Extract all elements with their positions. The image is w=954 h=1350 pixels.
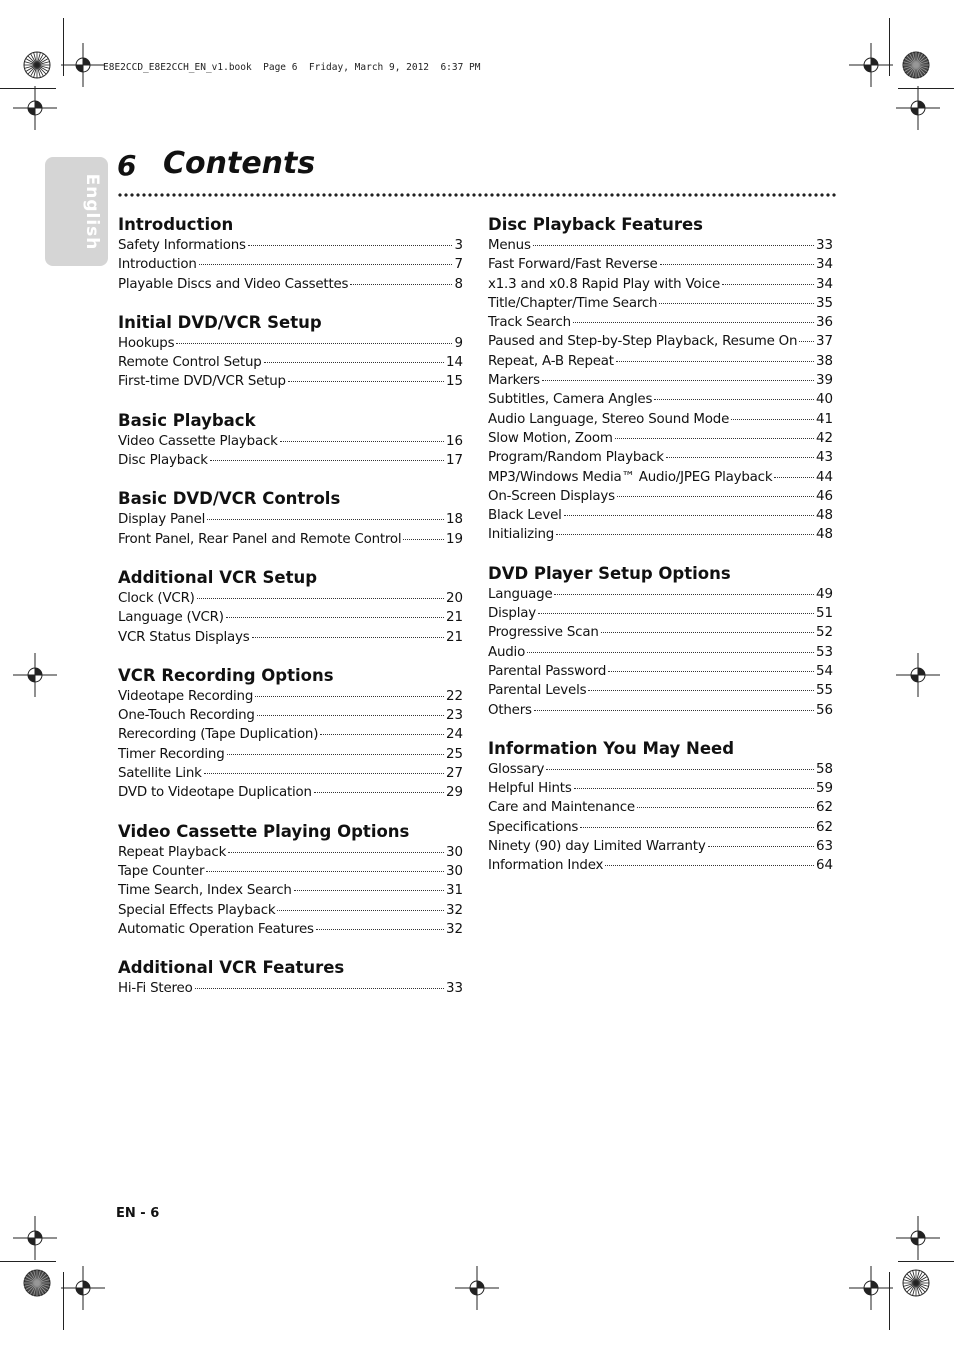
section-title: Additional VCR Features bbox=[118, 958, 345, 978]
entry-page-number: 30 bbox=[445, 844, 463, 860]
entry-leader-dots bbox=[580, 827, 814, 828]
crop-line bbox=[0, 88, 56, 89]
entry-label: Parental Levels bbox=[488, 683, 587, 699]
entry-leader-dots bbox=[210, 460, 444, 461]
toc-entry[interactable] bbox=[488, 487, 833, 506]
entry-label: Remote Control Setup bbox=[118, 355, 262, 371]
entry-page-number: 32 bbox=[445, 921, 463, 937]
entry-page-number: 32 bbox=[445, 902, 463, 918]
entry-page-number: 9 bbox=[454, 335, 463, 351]
crop-line bbox=[889, 18, 890, 76]
entry-leader-dots bbox=[264, 362, 444, 363]
entry-label: Audio bbox=[488, 644, 526, 660]
entry-page-number: 34 bbox=[815, 257, 833, 273]
entry-leader-dots bbox=[252, 637, 444, 638]
entry-page-number: 49 bbox=[815, 586, 833, 602]
toc-entry[interactable] bbox=[118, 372, 463, 391]
footer-page-number: EN - 6 bbox=[116, 1206, 160, 1221]
entry-label: Timer Recording bbox=[118, 746, 225, 762]
entry-leader-dots bbox=[176, 343, 452, 344]
entry-leader-dots bbox=[350, 284, 452, 285]
entry-label: Introduction bbox=[118, 257, 197, 273]
entry-label: Information Index bbox=[488, 858, 604, 874]
entry-label: Helpful Hints bbox=[488, 781, 572, 797]
section-title: VCR Recording Options bbox=[118, 665, 334, 685]
toc-entry[interactable] bbox=[118, 783, 463, 802]
toc-entry[interactable] bbox=[488, 525, 833, 544]
toc-entry[interactable] bbox=[488, 837, 833, 856]
section-title: Video Cassette Playing Options bbox=[118, 821, 410, 841]
registration-crosshair-icon bbox=[61, 1266, 105, 1310]
entry-page-number: 56 bbox=[815, 702, 833, 718]
registration-crosshair-icon bbox=[896, 86, 940, 130]
entry-label: VCR Status Displays bbox=[118, 629, 250, 645]
entry-label: Fast Forward/Fast Reverse bbox=[488, 257, 658, 273]
entry-leader-dots bbox=[660, 264, 814, 265]
entry-leader-dots bbox=[799, 341, 814, 342]
registration-crosshair-icon bbox=[849, 1266, 893, 1310]
entry-leader-dots bbox=[564, 515, 814, 516]
entry-page-number: 21 bbox=[445, 610, 463, 626]
entry-leader-dots bbox=[774, 477, 814, 478]
toc-right-column bbox=[488, 213, 833, 893]
toc-entry[interactable] bbox=[118, 725, 463, 744]
toc-entry[interactable] bbox=[488, 255, 833, 274]
toc-entry[interactable] bbox=[488, 332, 833, 351]
entry-page-number: 30 bbox=[445, 863, 463, 879]
entry-page-number: 53 bbox=[815, 644, 833, 660]
toc-entry[interactable] bbox=[118, 706, 463, 725]
entry-page-number: 34 bbox=[815, 276, 833, 292]
entry-leader-dots bbox=[248, 245, 453, 246]
entry-page-number: 38 bbox=[815, 353, 833, 369]
entry-leader-dots bbox=[601, 632, 814, 633]
entry-leader-dots bbox=[320, 734, 444, 735]
entry-label: Special Effects Playback bbox=[118, 902, 276, 918]
entry-page-number: 23 bbox=[445, 708, 463, 724]
entry-label: One-Touch Recording bbox=[118, 708, 255, 724]
toc-entry[interactable] bbox=[118, 432, 463, 451]
entry-page-number: 42 bbox=[815, 430, 833, 446]
entry-leader-dots bbox=[255, 696, 444, 697]
entry-leader-dots bbox=[277, 910, 444, 911]
entry-page-number: 44 bbox=[815, 469, 833, 485]
entry-label: Subtitles, Camera Angles bbox=[488, 392, 653, 408]
toc-entry[interactable] bbox=[488, 798, 833, 817]
entry-label: x1.3 and x0.8 Rapid Play with Voice bbox=[488, 276, 721, 292]
entry-page-number: 62 bbox=[815, 800, 833, 816]
entry-page-number: 36 bbox=[815, 315, 833, 331]
section-title: Basic Playback bbox=[118, 410, 256, 430]
entry-page-number: 55 bbox=[815, 683, 833, 699]
entry-page-number: 46 bbox=[815, 488, 833, 504]
entry-label: Repeat Playback bbox=[118, 844, 227, 860]
toc-section bbox=[118, 213, 463, 294]
toc-entry[interactable] bbox=[488, 448, 833, 467]
toc-section bbox=[488, 737, 833, 876]
entry-page-number: 35 bbox=[815, 295, 833, 311]
entry-leader-dots bbox=[637, 807, 814, 808]
toc-entry[interactable] bbox=[488, 662, 833, 681]
entry-page-number: 21 bbox=[445, 629, 463, 645]
entry-leader-dots bbox=[588, 690, 814, 691]
print-header: E8E2CCD_E8E2CCH_EN_v1.book Page 6 Friday, March 9, 2012 6:37 PM bbox=[103, 62, 481, 73]
section-title: Disc Playback Features bbox=[488, 215, 703, 234]
entry-label: Playable Discs and Video Cassettes bbox=[118, 276, 349, 292]
entry-leader-dots bbox=[556, 534, 814, 535]
entry-label: Menus bbox=[488, 238, 531, 253]
entry-leader-dots bbox=[534, 710, 814, 711]
entry-label: Track Search bbox=[488, 315, 571, 331]
toc-entry[interactable] bbox=[118, 862, 463, 881]
entry-page-number: 48 bbox=[815, 508, 833, 524]
entry-label: Language bbox=[488, 586, 553, 602]
toc-entry[interactable] bbox=[118, 530, 463, 549]
entry-leader-dots bbox=[226, 617, 444, 618]
entry-label: On-Screen Displays bbox=[488, 488, 615, 504]
entry-leader-dots bbox=[257, 715, 444, 716]
entry-label: Display bbox=[488, 606, 536, 622]
registration-crosshair-icon bbox=[896, 1216, 940, 1260]
entry-label: Tape Counter bbox=[118, 863, 205, 879]
toc-entry[interactable] bbox=[488, 390, 833, 409]
entry-page-number: 40 bbox=[815, 392, 833, 408]
entry-leader-dots bbox=[280, 441, 444, 442]
toc-entry[interactable] bbox=[118, 745, 463, 764]
entry-page-number: 54 bbox=[815, 663, 833, 679]
entry-label: Video Cassette Playback bbox=[118, 433, 278, 449]
entry-page-number: 7 bbox=[454, 257, 463, 273]
entry-page-number: 59 bbox=[815, 781, 833, 797]
entry-page-number: 31 bbox=[445, 883, 463, 899]
toc-section bbox=[118, 820, 463, 939]
toc-entry[interactable] bbox=[488, 410, 833, 429]
registration-crosshair-icon bbox=[13, 1216, 57, 1260]
entry-leader-dots bbox=[573, 322, 814, 323]
section-title: Information You May Need bbox=[488, 738, 735, 758]
toc-entry[interactable] bbox=[488, 643, 833, 662]
entry-page-number: 41 bbox=[815, 411, 833, 427]
registration-crosshair-icon bbox=[849, 43, 893, 87]
entry-label: Slow Motion, Zoom bbox=[488, 430, 613, 446]
toc-section bbox=[118, 311, 463, 392]
section-title: DVD Player Setup Options bbox=[488, 563, 731, 583]
entry-label: Specifications bbox=[488, 819, 579, 835]
toc-entry[interactable] bbox=[488, 468, 833, 487]
entry-page-number: 18 bbox=[445, 512, 463, 528]
toc-left-column bbox=[118, 213, 463, 1015]
toc-section bbox=[488, 213, 833, 545]
entry-label: Language (VCR) bbox=[118, 610, 224, 626]
section-title: Additional VCR Setup bbox=[118, 567, 318, 587]
page-number: 6 bbox=[117, 149, 137, 182]
entry-page-number: 3 bbox=[454, 238, 463, 253]
color-bar-target-icon bbox=[902, 51, 930, 79]
language-tab-label: English bbox=[82, 173, 102, 251]
entry-page-number: 62 bbox=[815, 819, 833, 835]
section-title: Initial DVD/VCR Setup bbox=[118, 312, 322, 332]
entry-leader-dots bbox=[204, 773, 444, 774]
entry-label: Hi-Fi Stereo bbox=[118, 981, 193, 997]
entry-label: Repeat, A-B Repeat bbox=[488, 353, 614, 369]
crop-line bbox=[63, 1272, 64, 1330]
section-title: Introduction bbox=[118, 215, 234, 234]
entry-leader-dots bbox=[197, 598, 444, 599]
toc-entry[interactable] bbox=[488, 236, 833, 255]
entry-page-number: 33 bbox=[815, 238, 833, 253]
toc-entry[interactable] bbox=[118, 920, 463, 939]
toc-entry[interactable] bbox=[488, 371, 833, 390]
toc-entry[interactable] bbox=[488, 701, 833, 720]
toc-entry[interactable] bbox=[488, 760, 833, 779]
crop-line bbox=[63, 18, 64, 76]
entry-label: Title/Chapter/Time Search bbox=[488, 295, 658, 311]
entry-leader-dots bbox=[533, 245, 814, 246]
registration-crosshair-icon bbox=[61, 43, 105, 87]
entry-leader-dots bbox=[574, 788, 814, 789]
toc-entry[interactable] bbox=[488, 313, 833, 332]
entry-page-number: 51 bbox=[815, 606, 833, 622]
toc-entry[interactable] bbox=[488, 585, 833, 604]
entry-label: Time Search, Index Search bbox=[118, 883, 292, 899]
toc-entry[interactable] bbox=[118, 764, 463, 783]
entry-page-number: 33 bbox=[445, 981, 463, 997]
toc-entry[interactable] bbox=[118, 275, 463, 294]
entry-label: Others bbox=[488, 702, 532, 718]
entry-label: Automatic Operation Features bbox=[118, 921, 314, 937]
toc-entry[interactable] bbox=[118, 608, 463, 627]
toc-entry[interactable] bbox=[488, 275, 833, 294]
entry-label: MP3/Windows Media™ Audio/JPEG Playback bbox=[488, 469, 773, 485]
crop-line bbox=[0, 1261, 56, 1262]
entry-page-number: 48 bbox=[815, 527, 833, 543]
entry-page-number: 14 bbox=[445, 355, 463, 371]
title-dotted-rule bbox=[117, 193, 837, 197]
entry-leader-dots bbox=[546, 769, 814, 770]
entry-page-number: 19 bbox=[445, 531, 463, 547]
color-bar-target-icon bbox=[23, 1269, 51, 1297]
entry-leader-dots bbox=[617, 496, 814, 497]
toc-entry[interactable] bbox=[488, 779, 833, 798]
toc-entry[interactable] bbox=[488, 506, 833, 525]
entry-leader-dots bbox=[199, 264, 453, 265]
toc-section bbox=[118, 664, 463, 803]
entry-label: Safety Informations bbox=[118, 238, 246, 253]
toc-entry[interactable] bbox=[118, 901, 463, 920]
registration-crosshair-icon bbox=[13, 86, 57, 130]
toc-section bbox=[488, 562, 833, 720]
entry-label: Parental Password bbox=[488, 663, 607, 679]
toc-entry[interactable] bbox=[488, 818, 833, 837]
entry-page-number: 37 bbox=[815, 334, 833, 350]
toc-entry[interactable] bbox=[118, 979, 463, 998]
entry-page-number: 16 bbox=[445, 433, 463, 449]
toc-entry[interactable] bbox=[488, 856, 833, 875]
entry-label: Ninety (90) day Limited Warranty bbox=[488, 839, 706, 855]
entry-label: Black Level bbox=[488, 508, 562, 524]
entry-label: Initializing bbox=[488, 527, 555, 543]
toc-entry[interactable] bbox=[118, 628, 463, 647]
entry-label: Audio Language, Stereo Sound Mode bbox=[488, 411, 730, 427]
registration-crosshair-icon bbox=[455, 1266, 499, 1310]
entry-page-number: 27 bbox=[445, 766, 463, 782]
entry-leader-dots bbox=[608, 671, 814, 672]
entry-label: Paused and Step-by-Step Playback, Resume On bbox=[488, 334, 798, 350]
toc-entry[interactable] bbox=[118, 843, 463, 862]
entry-page-number: 8 bbox=[454, 276, 463, 292]
entry-label: Clock (VCR) bbox=[118, 590, 195, 606]
toc-entry[interactable] bbox=[118, 236, 463, 255]
entry-label: Progressive Scan bbox=[488, 625, 599, 641]
entry-leader-dots bbox=[659, 303, 814, 304]
entry-leader-dots bbox=[605, 865, 814, 866]
entry-page-number: 15 bbox=[445, 374, 463, 390]
entry-leader-dots bbox=[206, 871, 444, 872]
toc-entry[interactable] bbox=[488, 294, 833, 313]
entry-page-number: 43 bbox=[815, 450, 833, 466]
entry-label: Rerecording (Tape Duplication) bbox=[118, 727, 319, 743]
entry-label: Disc Playback bbox=[118, 453, 208, 469]
entry-page-number: 58 bbox=[815, 761, 833, 777]
entry-leader-dots bbox=[708, 846, 814, 847]
toc-entry[interactable] bbox=[118, 881, 463, 900]
toc-entry[interactable] bbox=[118, 687, 463, 706]
entry-leader-dots bbox=[314, 792, 444, 793]
toc-entry[interactable] bbox=[118, 334, 463, 353]
toc-section bbox=[118, 409, 463, 471]
entry-label: Program/Random Playback bbox=[488, 450, 664, 466]
entry-label: Markers bbox=[488, 373, 540, 389]
entry-label: Glossary bbox=[488, 761, 545, 777]
toc-entry[interactable] bbox=[488, 429, 833, 448]
entry-leader-dots bbox=[722, 284, 814, 285]
toc-entry[interactable] bbox=[488, 604, 833, 623]
entry-leader-dots bbox=[316, 929, 444, 930]
entry-leader-dots bbox=[207, 519, 444, 520]
color-bar-target-icon bbox=[902, 1269, 930, 1297]
page-title: Contents bbox=[163, 146, 316, 181]
toc-entry[interactable] bbox=[118, 451, 463, 470]
crop-line bbox=[898, 1261, 954, 1262]
entry-page-number: 63 bbox=[815, 839, 833, 855]
toc-section bbox=[118, 487, 463, 549]
toc-entry[interactable] bbox=[118, 353, 463, 372]
registration-crosshair-icon bbox=[896, 653, 940, 697]
entry-page-number: 20 bbox=[445, 590, 463, 606]
toc-entry[interactable] bbox=[488, 352, 833, 371]
entry-label: Hookups bbox=[118, 335, 175, 351]
entry-leader-dots bbox=[666, 457, 814, 458]
entry-leader-dots bbox=[294, 890, 444, 891]
entry-leader-dots bbox=[538, 613, 814, 614]
toc-entry[interactable] bbox=[488, 681, 833, 700]
entry-leader-dots bbox=[615, 438, 814, 439]
entry-leader-dots bbox=[554, 594, 813, 595]
entry-leader-dots bbox=[195, 988, 444, 989]
entry-label: First-time DVD/VCR Setup bbox=[118, 374, 286, 390]
entry-page-number: 29 bbox=[445, 785, 463, 801]
entry-leader-dots bbox=[288, 381, 444, 382]
entry-page-number: 25 bbox=[445, 746, 463, 762]
toc-entry[interactable] bbox=[118, 255, 463, 274]
entry-leader-dots bbox=[403, 539, 444, 540]
entry-leader-dots bbox=[542, 380, 814, 381]
entry-leader-dots bbox=[228, 852, 444, 853]
toc-section bbox=[118, 956, 463, 998]
entry-label: Display Panel bbox=[118, 512, 206, 528]
entry-leader-dots bbox=[527, 652, 814, 653]
entry-page-number: 24 bbox=[445, 727, 463, 743]
entry-leader-dots bbox=[731, 419, 814, 420]
entry-page-number: 64 bbox=[815, 858, 833, 874]
registration-crosshair-icon bbox=[13, 653, 57, 697]
crop-line bbox=[898, 88, 954, 89]
toc-section bbox=[118, 566, 463, 647]
entry-leader-dots bbox=[616, 361, 814, 362]
entry-label: DVD to Videotape Duplication bbox=[118, 785, 312, 801]
entry-leader-dots bbox=[227, 754, 444, 755]
entry-page-number: 52 bbox=[815, 625, 833, 641]
entry-label: Front Panel, Rear Panel and Remote Control bbox=[118, 531, 402, 547]
toc-entry[interactable] bbox=[488, 623, 833, 642]
toc-entry[interactable] bbox=[118, 589, 463, 608]
toc-entry[interactable] bbox=[118, 510, 463, 529]
crop-line bbox=[889, 1272, 890, 1330]
entry-page-number: 39 bbox=[815, 373, 833, 389]
entry-label: Satellite Link bbox=[118, 766, 202, 782]
section-title: Basic DVD/VCR Controls bbox=[118, 489, 341, 509]
entry-page-number: 17 bbox=[445, 453, 463, 469]
entry-label: Care and Maintenance bbox=[488, 800, 635, 816]
entry-leader-dots bbox=[654, 399, 814, 400]
entry-label: Videotape Recording bbox=[118, 688, 254, 704]
entry-page-number: 22 bbox=[445, 688, 463, 704]
color-bar-target-icon bbox=[23, 51, 51, 79]
